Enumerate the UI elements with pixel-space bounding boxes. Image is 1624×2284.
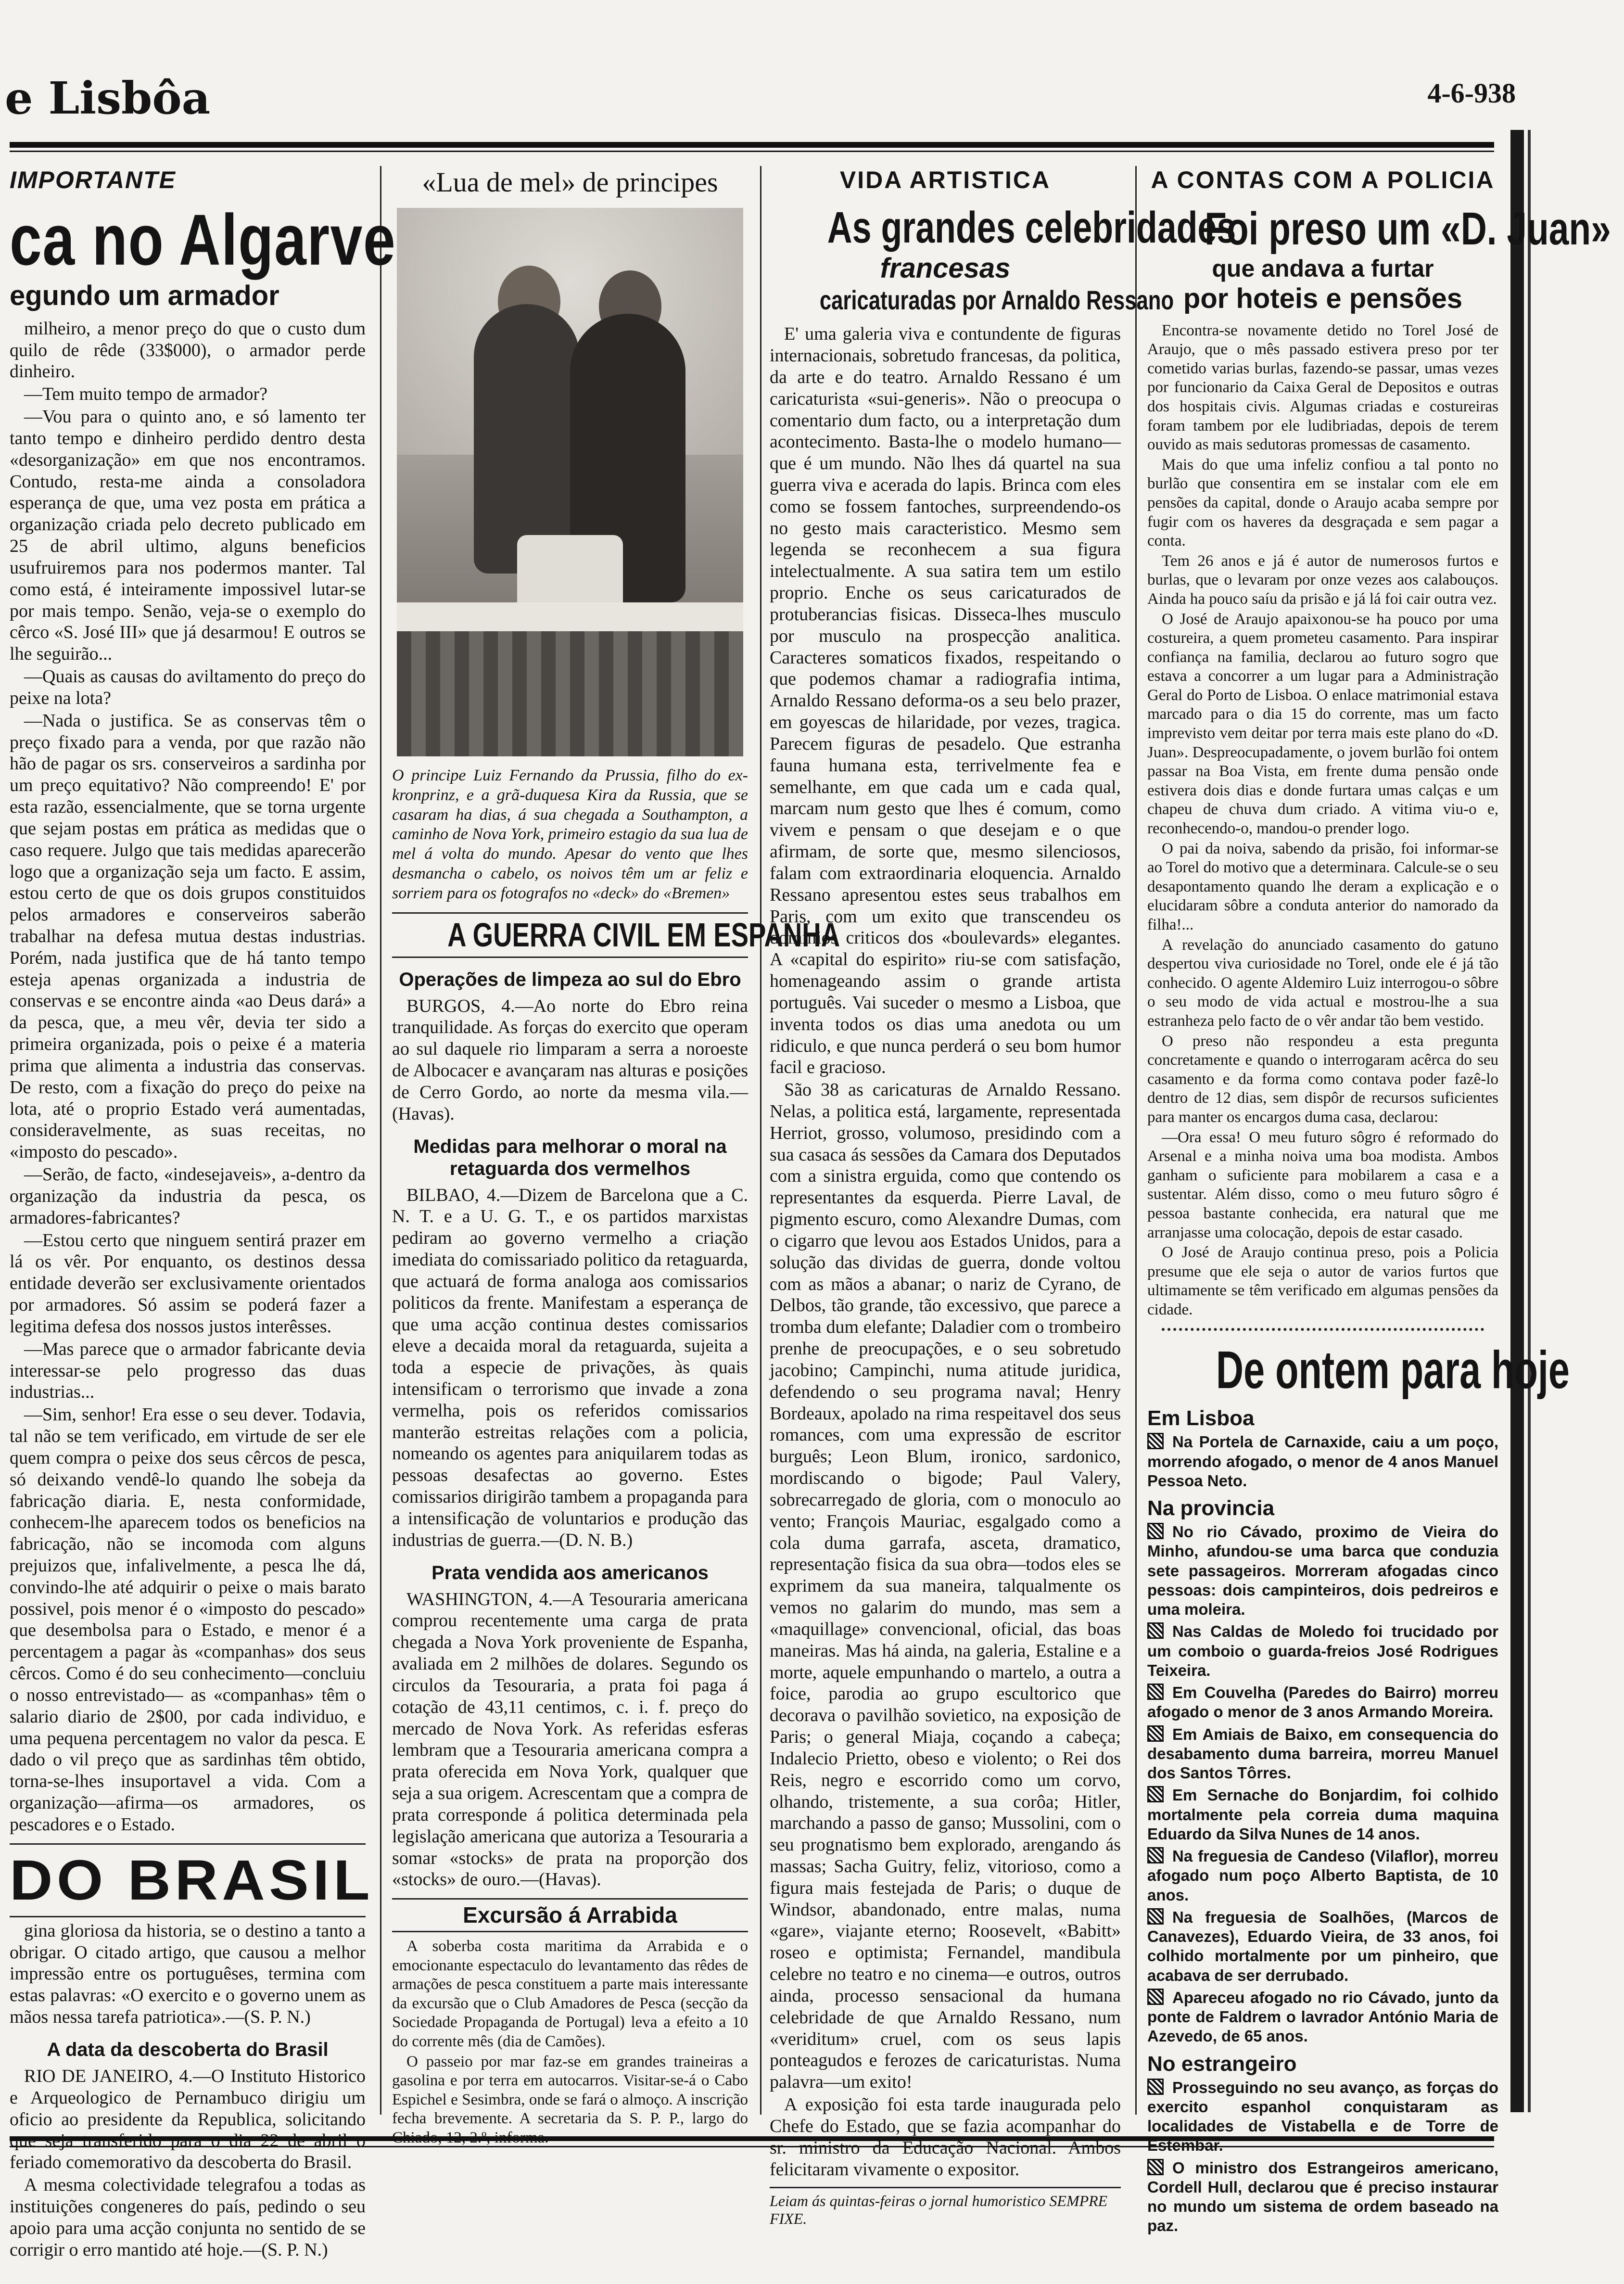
- bullet-icon: [1147, 1989, 1164, 2005]
- bullet-icon: [1147, 1622, 1164, 1639]
- section-heading: IMPORTANTE: [10, 166, 176, 193]
- news-text: Na freguesia de Candeso (Vilaflor), morreu afogado num poço Alberto Baptista, de 10 anos.: [1147, 1847, 1498, 1904]
- news-text: Em Couvelha (Paredes do Bairro) morreu afogado o menor de 3 anos Armando Moreira.: [1147, 1684, 1498, 1721]
- paragraph: —Tem muito tempo de armador?: [24, 384, 267, 405]
- article-body: [10, 318, 366, 1836]
- right-border-bar-thin: [1528, 130, 1531, 2112]
- paragraph: BURGOS, 4.—Ao norte do Ebro reina tranquilidade. As forças do exercito que operam ao sul daquele rio limparam a serra a noroeste de Albocacer e avançaram nas alturas e posições de Cerro Gordo, ao norte da mesma vila.—(Havas).: [392, 995, 748, 1124]
- excursao-body: [392, 1937, 748, 2148]
- guerra-heading-box: [392, 912, 840, 958]
- column-divider: [760, 166, 761, 2115]
- news-item: [1147, 1622, 1498, 1680]
- paragraph: Encontra-se novamente detido no Torel José de Araujo, que o mês passado estivera preso por ter cometido varias burlas, fazendo-se passar, umas vezes por funcionario da Caixa Geral de Depositos e outras dos hospitais civis. Algumas criadas e costureiras foram tambem por ele ludibriadas, depois de terem ouvido as mais sedutoras promessas de casamento.: [1147, 321, 1498, 454]
- paragraph: —Estou certo que ninguem sentirá prazer em lá os vêr. Por enquanto, os destinos dessa entidade deverão ser exclusivamente orientados por armadores. Só assim se poderá fazer a legitima defesa dos nossos justos interêsses.: [10, 1230, 366, 1337]
- prata-heading: Prata vendida aos americanos: [431, 1562, 709, 1583]
- paragraph: milheiro, a menor preço do que o custo dum quilo de rêde (33$000), o armador perde dinheiro.: [10, 318, 366, 382]
- article-body: [770, 323, 1121, 2180]
- sub-headline: egundo um armador: [10, 280, 279, 311]
- news-item: [1147, 1847, 1498, 1905]
- descoberta-heading: A data da descoberta do Brasil: [47, 2039, 329, 2060]
- news-text: Nas Caldas de Moledo foi trucidado por um comboio o guarda-freios José Rodrigues Teixeira.: [1147, 1622, 1498, 1679]
- bullet-icon: [1147, 2159, 1164, 2175]
- paragraph: —Sim, senhor! Era esse o seu dever. Todavia, tal não se tem verificado, em virtude de ser ele quem compra o peixe dos seus cêrcos de pesca, só deixando vendê-lo quando lhe sobeja da fabricação diaria. E, nesta conformidade, conhecem-lhe aparecem todos os beneficios na fabricação, não se incomoda com alguns prejuizos que, infalivelmente, a pesca lhe dá, convindo-lhe até adquirir o peixe o mais barato possivel, pois menor é o «imposto do pescado» que desembolsa para o Estado, e menor é a percentagem a pagar às «companhas» dos seus cêrcos. Como é do seu conhecimento—concluiu o nosso entrevistado— as «companhas» têm o salario diario de 2$00, por cada individuo, e uma pequena percentagem no valor da pesca. E dado o vil preço que as sardinhas têm obtido, torna-se-lhes insuportavel a vida. Com a organização—afirma—os armadores, os pescadores e o Estado.: [10, 1404, 366, 1835]
- column-divider: [380, 166, 381, 2115]
- paragraph: O José de Araujo continua preso, pois a Policia presume que ele seja o autor de varios furtos que ultimamente se têm verificado em algumas pensões da cidade.: [1147, 1244, 1498, 1318]
- royal-couple-photo: [397, 208, 743, 756]
- paragraph: A soberba costa maritima da Arrabida e o emocionante espectaculo do levantamento das rêdes de armações de pesca constituem a parte mais interessante da excursão que o Club Amadores de Pesca (secção da Sociedade Propaganda de Portugal) leva a efeito a 10 do corrente mês (dia de Camões).: [392, 1938, 748, 2051]
- paragraph: A revelação do anunciado casamento do gatuno despertou viva curiosidade no Torel, onde ele é já tão conhecido. O agente Aldemiro Luiz interrogou-o sôbre o seu modo de vida actual e mostrou-lhe a sua estranheza pelo facto de o vêr andar tão bem vestido.: [1147, 936, 1498, 1030]
- region-heading: No estrangeiro: [1147, 2052, 1297, 2076]
- headline-line-3-wrap: [770, 284, 1174, 316]
- article-policia: [1147, 166, 1611, 2239]
- news-text: Na freguesia de Soalhões, (Marcos de Canavezes), Eduardo Vieira, de 33 anos, foi colhido mortalmente por um pinheiro, que acabava de ser derrubado.: [1147, 1908, 1498, 1984]
- issue-date: 4-6-938: [1427, 77, 1516, 109]
- top-rule: [10, 142, 1494, 148]
- section-heading: A CONTAS COM A POLICIA: [1151, 166, 1495, 193]
- headline: As grandes celebridades: [827, 203, 1236, 252]
- paragraph: O pai da noiva, sabendo da prisão, foi informar-se ao Torel do motivo que a determinara. Calcule-se o seu desapontamento quando lhe deram a explicação e o elucidaram sôbre a conduta anterior do namorado da filha!...: [1147, 840, 1498, 933]
- news-item: [1147, 1683, 1498, 1722]
- news-text: Em Amiais de Baixo, em consequencia do desabamento duma barreira, morreu Manuel dos Santos Tôrres.: [1147, 1725, 1498, 1782]
- news-item: [1147, 2078, 1498, 2156]
- paragraph: BILBAO, 4.—Dizem de Barcelona que a C. N. T. e a U. G. T., e os partidos marxistas pediram ao governo vermelho a criação imediata do comissariado politico da retaguarda, que actuará de forma analoga aos comissarios politicos da frente. Manifestam a esperança de que uma acção continua destes comissarios eleve a decaida moral da retaguarda, sujeita a toda a especie de privações, às quais intensificam o terrorismo que invade a zona vermelha, pois os referidos comissarios manterão estreitas relações com a policia, nomeando os agentes para aniquilarem todas as pessoas desafectas ao governo. Estes comissarios dirigirão tambem a propaganda para a intensificação de voluntarios e produção das industrias de guerra.—(D. N. B.): [392, 1185, 748, 1550]
- excursao-heading: Excursão á Arrabida: [463, 1902, 677, 1928]
- paragraph: —Serão, de facto, «indesejaveis», a-dentro da organização da industria da pesca, os armadores-fabricantes?: [10, 1164, 366, 1228]
- brasil-heading-box: [10, 1843, 374, 1917]
- article-body: [1147, 321, 1498, 1320]
- headline-block: [770, 203, 1236, 252]
- paragraph: gina gloriosa da historia, se o destino a tanto a obrigar. O citado artigo, que causou a melhor impressão entre os portuguêses, termina com estas palavras: «O exercito e o governo unem as mãos nessa tarefa patriotica».—(S. P. N.): [10, 1920, 366, 2028]
- news-item: [1147, 1988, 1498, 2046]
- sub-headline-2: por hoteis e pensões: [1183, 282, 1463, 314]
- operacoes-heading: Operações de limpeza ao sul do Ebro: [399, 969, 741, 990]
- paragraph: O José de Araujo apaixonou-se ha pouco por uma costureira, a quem prometeu casamento. Para inspirar confiança na familia, declarou ao futuro sogro que estava a concorrer a um lugar para a Administração Geral do Porto de Lisboa. O enlace matrimonial estava marcado para o dia 15 do corrente, mas um facto imprevisto vem deitar por terra mais este plano do «D. Juan». Despreocupadamente, o jovem burlão foi ontem passar na Boa Vista, em frente duma pensão onde estivera dois dias e donde furtara umas calças e um chapeu de chuva dum criado. A vitima viu-o e, reconhecendo-o, mandou-o prender logo.: [1147, 610, 1498, 838]
- section-heading: VIDA ARTISTICA: [839, 166, 1051, 193]
- paragraph: —Ora essa! O meu futuro sôgro é reformado do Arsenal e a minha noiva uma boa modista. Ambos ganham o suficiente para mobilarem a casa e a sustentar. Além disso, como o meu futuro sôgro é pessoa bastante conhecida, era natural que me arranjasse uma colocação, depois de estar casado.: [1147, 1128, 1498, 1241]
- paragraph: —Vou para o quinto ano, e só lamento ter tanto tempo e dinheiro perdido dentro desta «desorganização» em que nos encontramos. Contudo, resta-me ainda a consoladora esperança de que, uma vez posta em prática a organização criada pelo decreto publicado em 25 de abril ultimo, alguns beneficios usufruiremos para nos podermos manter. Tal como está, é inteiramente impossivel lutar-se por mais tempo. Senão, veja-se o exemplo do cêrco «S. José III» que já desarmou! E outros se lhe seguirão...: [10, 407, 366, 664]
- paragraph: O passeio por mar faz-se em grandes traineiras a gasolina e por terra em autocarros. Visitar-se-á o Cabo Espichel e Sesimbra, onde se fará o almoço. A inscrição fecha brevemente. A secretaria da S. P. P., largo do Chiado, 12, 2.º, informa.: [392, 2053, 748, 2147]
- photo-caption: O principe Luiz Fernando da Prussia, filho do ex-kronprinz, e a grã-duquesa Kira da Russia, que se casaram ha dias, á sua chegada a Southampton, a caminho de Nova York, primeiro estagio da sua lua de mel á volta do mundo. Apesar do vento que lhes desmancha o cabelo, os noivos têm um ar feliz e sorriem para os fotografos no «deck» do «Bremen»: [392, 766, 748, 902]
- paragraph: Mais do que uma infeliz confiou a tal ponto no burlão que consentira em se instalar com ele em pensões da capital, donde o Araujo acaba sempre por fugir com os haveres da desgraçada e sem pagar a conta.: [1147, 456, 1498, 550]
- medidas-heading: Medidas para melhorar o moral na retaguarda dos vermelhos: [413, 1136, 727, 1179]
- bottom-rule: [10, 2136, 1494, 2141]
- region-heading: Em Lisboa: [1147, 1406, 1255, 1430]
- headline: Foi preso um «D. Juan»: [1205, 203, 1611, 255]
- paragraph: A exposição foi esta tarde inaugurada pelo Chefe do Estado, que se fazia acompanhar do sr. ministro da Educação Nacional. Ambos felicitaram vivamente o expositor.: [770, 2094, 1121, 2180]
- bullet-icon: [1147, 1786, 1164, 1802]
- top-rule-thin: [10, 151, 1494, 152]
- prata-body: [392, 1589, 748, 1891]
- section-heading: «Lua de mel» de principes: [422, 166, 718, 198]
- medidas-body: [392, 1185, 748, 1551]
- news-item: [1147, 1432, 1498, 1491]
- right-border-bar: [1510, 130, 1524, 2112]
- paragraph: E' uma galeria viva e contundente de figuras internacionais, sobretudo francesas, da politica, da arte e do teatro. Arnaldo Ressano é um caricaturista «sui-generis». Não o preocupa o comentario dum facto, ou a interpretação dum acontecimento. Basta-lhe o modelo humano—que é um mundo. Não lhes dá quartel na sua guerra viva e acerada do lapis. Brinca com eles como se fossem fantoches, surpreendendo-os no gesto mais caracteristico. Mesmo sem legenda se reconhecem a sua figura intelectualmente. A sua satira tem um estilo proprio. Enche os seus caricaturados de protuberancias fisicas. Disseca-lhes musculo por musculo na prospecção analitica. Caracteres somaticos fixados, respeitando o que podemos chamar a radiografia intima, Arnaldo Ressano deforma-os a seu belo prazer, em goyescas de hilaridade, por vezes, tragica. Parecem figuras de pesadelo. Que estranha fauna humana esta, terrivelmente fea e semelhante, em que cada um e cada qual, marcam num gesto que lhes é comum, como vivem e pensam o que desejam e o que afirmam, de sorte que, mesmo silenciosos, falam com extraordinaria eloquencia. Arnaldo Ressano apresentou estes seus trabalhos em Paris, com um exito que transcendeu os dominios criticos dos «boulevards» elegantes. A «capital do espirito» riu-se com satisfação, homenageando assim o grande artista português. Vai suceder o mesmo a Lisboa, que inventa todos os dias uma anedota ou um ridiculo, e que nunca perderá o seu bom humor facil e gracioso.: [770, 324, 1121, 1078]
- descoberta-body: [10, 2066, 366, 2260]
- dez-heading-wrap: [1147, 1340, 1570, 1401]
- news-text: Apareceu afogado no rio Cávado, junto da ponte de Faldrem o lavrador António Maria de Azevedo, de 65 anos.: [1147, 1988, 1498, 2045]
- brasil-headline: DO BRASIL: [10, 1848, 374, 1912]
- bullet-icon: [1147, 1433, 1164, 1449]
- headline-line-3: caricaturadas por Arnaldo Ressano: [819, 285, 1174, 316]
- news-item: [1147, 1725, 1498, 1783]
- newspaper-name: e Lisbôa: [5, 72, 211, 124]
- bottom-rule-thin: [10, 2146, 1494, 2147]
- news-item: [1147, 1786, 1498, 1844]
- bullet-icon: [1147, 2079, 1164, 2095]
- bullet-icon: [1147, 1684, 1164, 1700]
- paragraph: RIO DE JANEIRO, 4.—O Instituto Historico e Arqueologico de Pernambuco dirigiu um oficio ao presidente da Republica, solicitando que seja transferido para o dia 22 de abril o feriado comemorativo da descoberta do Brasil.: [10, 2066, 366, 2173]
- paragraph: O preso não respondeu a esta pregunta concretamente e quando o interrogaram acêrca do seu casamento e da forma como contava poder fazê-lo dentro de 12 dias, sem dispôr de recursos suficientes para manter os encargos duma casa, declarou:: [1147, 1032, 1498, 1126]
- paragraph: —Nada o justifica. Se as conservas têm o preço fixado para a venda, por que razão não hão de pagar os srs. conserveiros a sardinha por um preço equitativo? Não compreendo! E' por esta razão, essencialmente, que se torna urgente que sejam postas em prática as medidas que o caso requere. Julgo que tais medidas aparecerão logo que a organização seja um facto. E assim, estou certo de que os dois grupos constituidos pelos armadores e conserveiros saberão trabalhar na defesa mutua destas industrias. Porém, nada justifica que de há tanto tempo esteja apenas organizada a industria de conservas e se encontre ainda «ao Deus dará» a da pesca, que, a meu vêr, devia ter sido a primeira organizada, pois o peixe é a materia prima que alimenta a industria das conservas. De resto, com a fixação do preço do peixe na lota, até o proprio Estado verá aumentadas, consideravelmente, as suas receitas, no «imposto do pescado».: [10, 710, 366, 1162]
- bullet-icon: [1147, 1908, 1164, 1925]
- paragraph: —Quais as causas do aviltamento do preço do peixe na lota?: [10, 666, 366, 708]
- article-algarve: [10, 166, 396, 2261]
- news-text: Na Portela de Carnaxide, caiu a um poço, morrendo afogado, o menor de 4 anos Manuel Pessoa Neto.: [1147, 1433, 1498, 1490]
- headline: ca no Algarve: [10, 199, 396, 280]
- column-divider: [1135, 166, 1137, 2115]
- region-heading: Na provincia: [1147, 1496, 1275, 1520]
- article-lua-de-mel: [392, 166, 840, 2149]
- headline-wrap: [1147, 203, 1611, 255]
- bullet-icon: [1147, 1725, 1164, 1742]
- paragraph: —Mas parece que o armador fabricante devia interessar-se pelo progresso das duas industrias...: [10, 1339, 366, 1403]
- ship-railing: [397, 602, 743, 631]
- sub-headline-1: que andava a furtar: [1212, 255, 1434, 282]
- bullet-icon: [1147, 1523, 1164, 1539]
- news-item: [1147, 2158, 1498, 2236]
- dotted-divider: [1162, 1328, 1484, 1331]
- operacoes-body: [392, 995, 748, 1125]
- masthead: [0, 0, 1624, 144]
- news-item: [1147, 1522, 1498, 1619]
- excursao-heading-box: [392, 1898, 748, 1932]
- brasil-body: [10, 1920, 366, 2028]
- paragraph: WASHINGTON, 4.—A Tesouraria americana comprou recentemente uma carga de prata chegada a Nova York proveniente de Espanha, avaliada em 2 milhões de dolares. Segundo os circulos da Tesouraria, a prata foi paga á cotação de 43,11 centimos, c. i. f. preço do mercado de Nova York. As referidas esferas lembram que a Tesouraria americana compra a prata oferecida em Nova York, qualquer que seja a sua origem. Acrescentam que a compra de prata corresponde á politica determinada pela legislação americana que autoriza a Tesouraria a somar «stocks» de prata na proporção dos «stocks» de ouro.—(Havas).: [392, 1589, 748, 1890]
- paragraph: Tem 26 anos e já é autor de numerosos furtos e burlas, que o levaram por onze vezes aos calabouços. Ainda ha pouco saíu da prisão e já lá foi cair outra vez.: [1147, 552, 1498, 608]
- news-text: O ministro dos Estrangeiros americano, Cordell Hull, declarou que é preciso instaurar no mundo um sistema de ordem baseado na paz.: [1147, 2158, 1498, 2235]
- sempre-fixe-note: Leiam ás quintas-feiras o jornal humoristico SEMPRE FIXE.: [770, 2187, 1121, 2228]
- guerra-headline: A GUERRA CIVIL EM ESPANHA: [447, 916, 840, 954]
- headline-line-2: francesas: [880, 253, 1011, 284]
- news-text: No rio Cávado, proximo de Vieira do Minho, afundou-se uma barca que conduzia sete passageiros. Morreram afogadas cinco pessoas: dois campinteiros, dois pedreiros e uma moleira.: [1147, 1523, 1498, 1619]
- bullet-icon: [1147, 1847, 1164, 1863]
- news-text: Em Sernache do Bonjardim, foi colhido mortalmente pela correia duma maquina Eduardo da Silva Nunes de 14 anos.: [1147, 1786, 1498, 1843]
- paragraph: São 38 as caricaturas de Arnaldo Ressano. Nelas, a politica está, largamente, representada Herriot, grosso, volumoso, presidindo com a sua casaca ás sessões da Camara dos Deputados com a sinistra erguida, como que contendo os representantes da esquerda. Pierre Laval, de pigmento escuro, como Alexandre Dumas, com o cigarro que levou aos Estados Unidos, para a solução das dividas de guerra, donde voltou com as mãos a abanar; o nariz de Cyrano, de Delbos, tão grande, tão excessivo, que parece a tromba dum elefante; Daladier com o trombeiro prenhe de preocupações, e o seu sobretudo jacobino; Campinchi, numa atitude juridica, defendendo o seu programa naval; Henry Bordeaux, apolado na rima respeitavel dos seus romances, com uma expressão de escritor burguês; Leon Blum, ironico, sardonico, mordiscando o bigode; Paul Valery, sobrecarregado de gloria, com o monoculo ao vento; François Mauriac, esgalgado como a cola duma garrafa, asceta, dramatico, representação fisica da sua obra—todos eles se exprimem da sua maneira, talqualmente os vemos no galarim do mundo, mas sem a «maquillage» convencional, oficial, das boas maneiras. Mas há ainda, na galeria, Estaline e a morte, aquele empunhando o martelo, a outra a foice, parodia ao grupo escultorico que decorava o pavilhão sovietico, na exposição de Paris; o general Miaja, coçando a cabeça; Indalecio Prietto, obeso e violento; o Rei dos Reis, negro e escorrido como um corvo, olhando, tristemente, a sua corôa; Hitler, marchando a passo de ganso; Mussolini, com o seu prognatismo bem explorado, arengando ás massas; Sacha Guitry, feliz, vitorioso, como a figura mais festejada de Paris; o duque de Windsor, abandonado, entre malas, numa «gare», viajante eterno; Roosevelt, «Babitt» roseo e optimista; Fernandel, mandibula celebre no teatro e no cinema—e outros, outros ainda, processo sensacional da humana celebridade de que Arnaldo Ressano, num «veriditum» cruel, com os seus lapis ponteagudos e ferozes de caricaturistas. Numa palavra—um exito!: [770, 1080, 1121, 2093]
- news-item: [1147, 1908, 1498, 1985]
- news-roundup-heading: De ontem para hoje: [1216, 1340, 1570, 1400]
- news-text: Prosseguindo no seu avanço, as forças do exercito espanhol conquistaram as localidades de Vistabella e de Torre de Estembar.: [1147, 2078, 1498, 2155]
- paragraph: A mesma colectividade telegrafou a todas as instituições congeneres do país, pedindo o seu apoio para uma acção conjunta no sentido de se corrigir o erro mantido até hoje.—(S. P. N.): [10, 2175, 366, 2260]
